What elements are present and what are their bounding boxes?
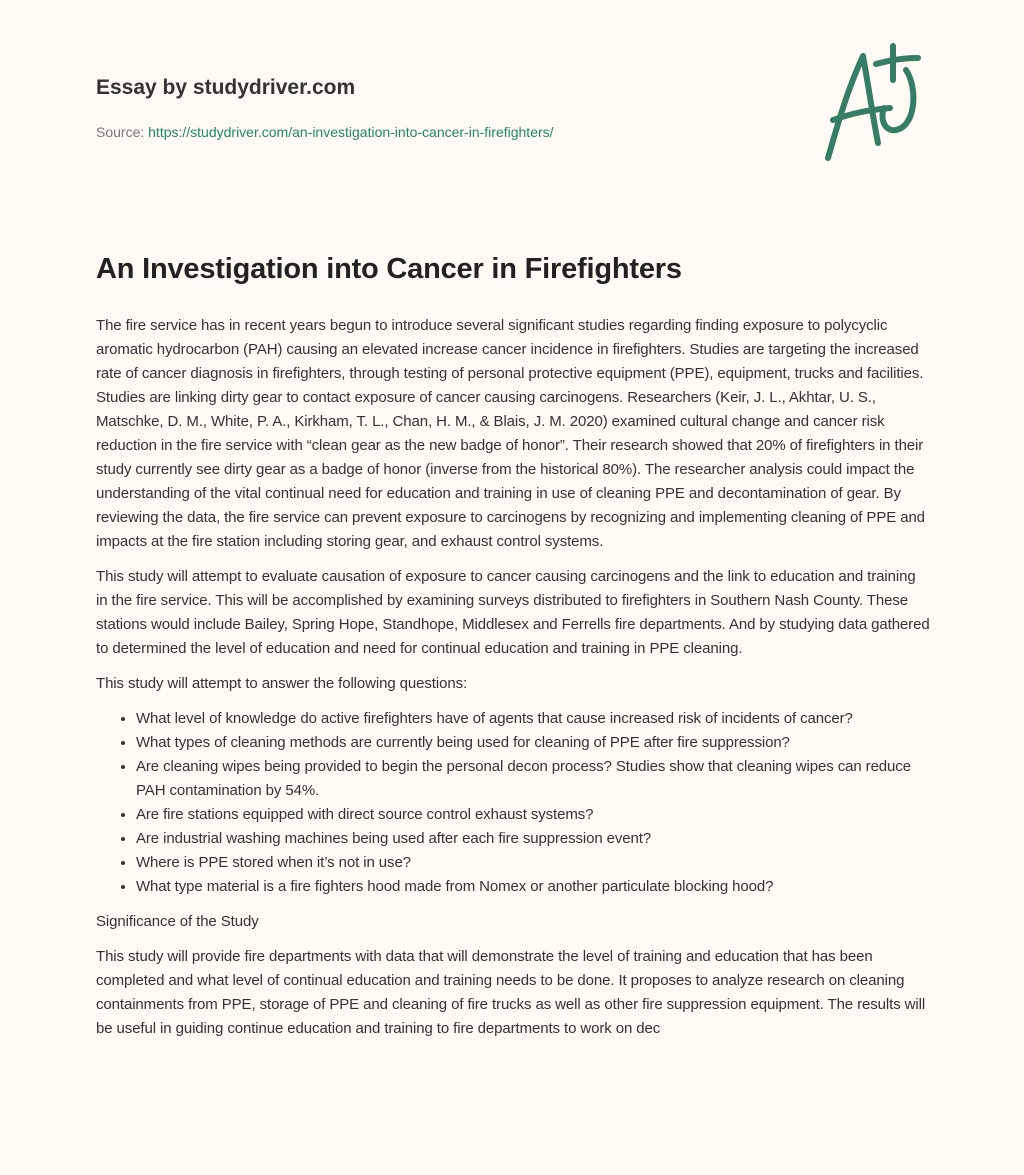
essay-body (96, 314, 930, 1052)
questions-list (96, 707, 930, 899)
source-label: Source: (96, 124, 145, 140)
a-plus-logo-icon (818, 38, 930, 164)
site-brand: Essay by studydriver.com (96, 76, 356, 99)
source-line (96, 124, 554, 140)
list-item: • Are industrial washing machines being used after each fire suppression event? (136, 827, 930, 851)
list-item: • Are cleaning wipes being provided to begin the personal decon process? Studies show that cleaning wipes can reduce PAH contamination by 54%. (136, 755, 930, 803)
paragraph: This study will attempt to evaluate causation of exposure to cancer causing carcinogens and the link to education and training in the fire service. This will be accomplished by examining surveys distributed to firefighters in Southern Nash County. These stations would include Bailey, Spring Hope, Standhope, Middlesex and Ferrells fire departments. And by studying data gathered to determined the level of education and need for continual education and training in PPE cleaning. (96, 568, 930, 657)
section-heading: Significance of the Study (96, 913, 259, 930)
list-item: • Are fire stations equipped with direct source control exhaust systems? (136, 803, 930, 827)
source-link[interactable]: https://studydriver.com/an-investigation-into-cancer-in-firefighters/ (148, 124, 554, 140)
list-item: • What level of knowledge do active firefighters have of agents that cause increased risk of incidents of cancer? (136, 707, 930, 731)
paragraph: This study will provide fire departments with data that will demonstrate the level of training and education that has been completed and what level of continual education and training needs to be done. It proposes to analyze research on cleaning containments from PPE, storage of PPE and cleaning of fire trucks as well as other fire suppression equipment. The results will be useful in guiding continue education and training to fire departments to work on dec (96, 948, 926, 1037)
paragraph: The fire service has in recent years begun to introduce several significant studies regarding finding exposure to polycyclic aromatic hydrocarbon (PAH) causing an elevated increase cancer incidence in firefighters. Studies are targeting the increased rate of cancer diagnosis in firefighters, through testing of personal protective equipment (PPE), equipment, trucks and facilities. Studies are linking dirty gear to contact exposure of cancer causing carcinogens. Researchers (Keir, J. L., Akhtar, U. S., Matschke, D. M., White, P. A., Kirkham, T. L., Chan, H. M., & Blais, J. M. 2020) examined cultural change and cancer risk reduction in the fire service with “clean gear as the new badge of honor”. Their research showed that 20% of firefighters in their study currently see dirty gear as a badge of honor (inverse from the historical 80%). The researcher analysis could impact the understanding of the vital continual need for education and training in use of cleaning PPE and decontamination of gear. By reviewing the data, the fire service can prevent exposure to carcinogens by recognizing and implementing cleaning of PPE and impacts at the fire station including storing gear, and exhaust control systems. (96, 317, 925, 550)
list-item: • Where is PPE stored when it’s not in use? (136, 851, 930, 875)
essay-title: An Investigation into Cancer in Firefighters (96, 253, 682, 285)
paragraph: This study will attempt to answer the following questions: (96, 675, 468, 692)
list-item: • What types of cleaning methods are currently being used for cleaning of PPE after fire suppression? (136, 731, 930, 755)
list-item: • What type material is a fire fighters hood made from Nomex or another particulate blocking hood? (136, 875, 930, 899)
